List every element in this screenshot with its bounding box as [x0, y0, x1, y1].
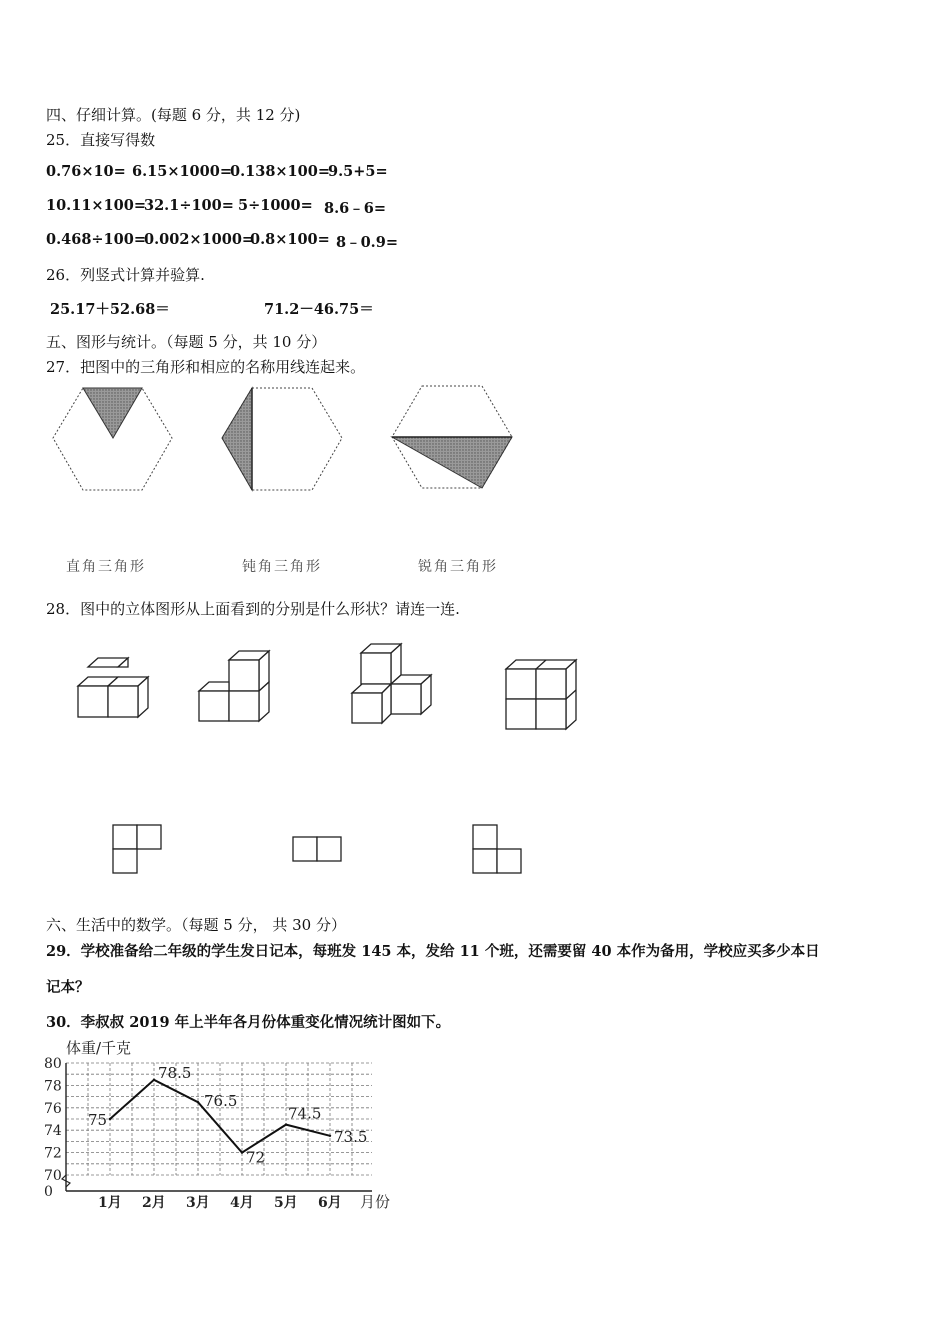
q29-text-line1: 29．学校准备给二年级的学生发日记本，每班发 145 本，发给 11 个班，还需要留 40 本作为备用，学校应买多少本日	[46, 943, 820, 960]
chart-grid	[66, 1063, 372, 1175]
chart-axes	[62, 1063, 372, 1191]
y-tick-label: 72	[44, 1145, 62, 1162]
data-label: 72	[246, 1148, 266, 1167]
q30-label: 30．李叔叔 2019 年上半年各月份体重变化情况统计图如下。	[46, 1014, 451, 1031]
hexagon-figure-3	[392, 386, 512, 488]
section5-title: 五、图形与统计。（每题 5 分，共 10 分）	[46, 333, 327, 351]
top-view-2	[293, 837, 341, 861]
x-tick-label: 1月	[98, 1195, 122, 1211]
x-tick-label: 5月	[274, 1195, 298, 1211]
top-view-1	[113, 825, 161, 873]
chart-series	[88, 1064, 367, 1167]
calc-item: 0.002×1000=	[144, 231, 255, 248]
top-view-shapes	[0, 820, 560, 880]
x-tick-label: 4月	[230, 1195, 254, 1211]
vertical-calc-item: 71.2－46.75＝	[264, 301, 374, 318]
hexagon-figure-1	[53, 388, 172, 490]
chart-ylabel: 体重/千克	[66, 1039, 132, 1057]
x-tick-label: 6月	[318, 1195, 342, 1211]
calc-item: 5÷1000=	[238, 197, 313, 214]
x-tick-label: 2月	[142, 1195, 166, 1211]
cube-solids	[0, 640, 600, 740]
y-tick-label: 76	[44, 1100, 62, 1117]
calc-item: 6.15×1000=	[132, 163, 232, 180]
q29-text-line2: 记本？	[46, 979, 90, 996]
q26-label: 26．列竖式计算并验算.	[46, 266, 205, 284]
calc-item: 8.6﹣6=	[324, 200, 386, 217]
solid-1	[78, 658, 148, 717]
triangle-name-right: 直角三角形	[66, 559, 146, 575]
hexagon-figure-2	[222, 388, 342, 490]
solid-4	[506, 660, 576, 729]
calc-item: 9.5+5=	[328, 163, 388, 180]
y-tick-label: 78	[44, 1078, 62, 1095]
chart-ticks	[44, 1056, 342, 1211]
section6-title: 六、生活中的数学。（每题 5 分， 共 30 分）	[46, 916, 346, 934]
triangle-name-acute: 锐角三角形	[418, 559, 498, 575]
calc-item: 32.1÷100=	[144, 197, 234, 214]
calc-item: 8﹣0.9=	[336, 234, 398, 251]
data-label: 78.5	[158, 1063, 192, 1082]
vertical-calc-item: 25.17＋52.68＝	[50, 301, 170, 318]
q25-label: 25．直接写得数	[46, 131, 156, 149]
y-tick-label: 0	[44, 1184, 53, 1200]
calc-item: 0.468÷100=	[46, 231, 146, 248]
data-point	[109, 1118, 111, 1120]
data-point	[197, 1101, 199, 1103]
calc-item: 10.11×100=	[46, 197, 146, 214]
q27-label: 27．把图中的三角形和相应的名称用线连起来。	[46, 358, 366, 376]
y-tick-label: 80	[44, 1056, 62, 1072]
data-point	[153, 1079, 155, 1081]
calc-item: 0.8×100=	[250, 231, 330, 248]
hexagon-triangle-figures	[0, 380, 560, 500]
section4-title: 四、仔细计算。(每题 6 分，共 12 分)	[46, 106, 301, 124]
calc-item: 0.76×10=	[46, 163, 126, 180]
weight-line-chart	[0, 1036, 420, 1221]
data-label: 73.5	[334, 1127, 368, 1146]
data-label: 74.5	[288, 1104, 322, 1123]
y-tick-label: 74	[44, 1123, 62, 1140]
data-label: 75	[88, 1111, 108, 1129]
calc-item: 0.138×100=	[230, 163, 330, 180]
x-tick-label: 3月	[186, 1195, 210, 1211]
q28-label: 28．图中的立体图形从上面看到的分别是什么形状？请连一连.	[46, 600, 460, 618]
solid-3	[352, 644, 431, 723]
triangle-name-obtuse: 钝角三角形	[242, 559, 322, 575]
data-point	[329, 1135, 331, 1137]
solid-2	[199, 651, 269, 721]
top-view-3	[473, 825, 521, 873]
data-label: 76.5	[204, 1092, 238, 1111]
chart-xlabel: 月份	[360, 1193, 391, 1211]
data-point	[241, 1151, 243, 1153]
data-point	[285, 1123, 287, 1125]
y-tick-label: 70	[44, 1168, 62, 1184]
